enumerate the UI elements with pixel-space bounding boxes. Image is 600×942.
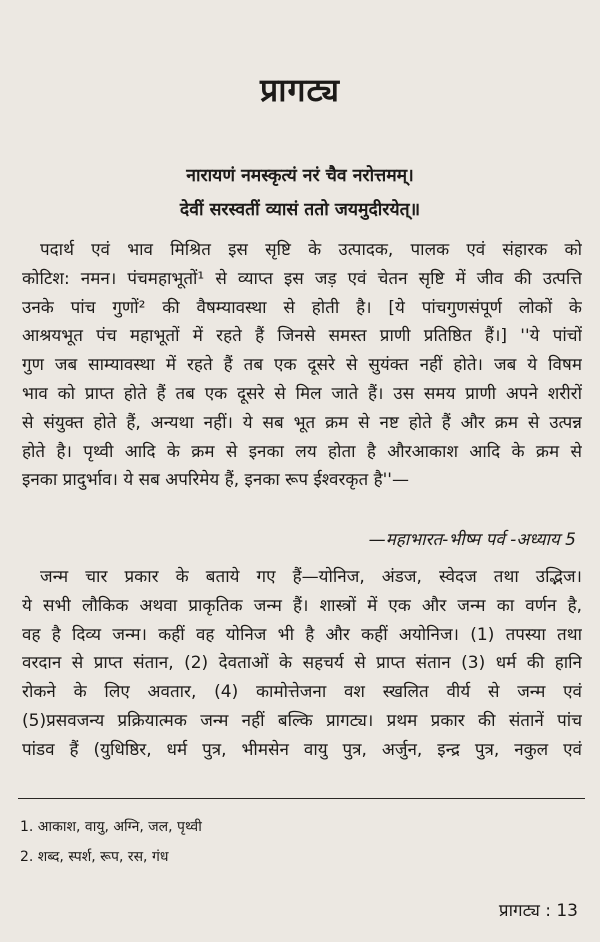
text-line: (5)प्रसवजन्य प्रक्रियात्मक जन्म नहीं बल्कि प्रागट्य। प्रथम प्रकार की संतानें पांच <box>22 710 582 731</box>
text-line: कोटिश: नमन। पंचमहाभूतों¹ से व्याप्त इस जड़ एवं चेतन सृष्टि में जीव की उत्पत्ति <box>22 268 582 289</box>
footnote-divider <box>18 798 585 799</box>
text-line: पांडव हैं (युधिष्ठिर, धर्म पुत्र, भीमसेन वायु पुत्र, अर्जुन, इन्द्र पुत्र, नकुल एवं <box>22 739 582 760</box>
footnote-2: 2. शब्द, स्पर्श, रूप, रस, गंध <box>20 849 169 865</box>
text-line: भाव को प्राप्त होते हैं तब एक दूसरे से मिल जाते हैं। उस समय प्राणी अपने शरीरों <box>22 383 582 404</box>
text-line: ये सभी लौकिक अथवा प्राकृतिक जन्म हैं। शास्त्रों में एक और जन्म का वर्णन है, <box>22 595 582 616</box>
paragraph-1 <box>22 236 582 495</box>
text-line: उनके पांच गुणों² की वैषम्यावस्था से होती है। [ये पांचगुणसंपूर्ण लोकों के <box>22 297 582 318</box>
invocation-verse-line-2: देवीं सरस्वतीं व्यासं ततो जयमुदीरयेत्॥ <box>179 200 421 220</box>
text-line: होते है। पृथ्वी आदि के क्रम से इनका लय होता है औरआकाश आदि के क्रम से <box>22 441 582 462</box>
quote-attribution: —महाभारत-भीष्म पर्व -अध्याय 5 <box>368 530 576 550</box>
page-number: प्रागट्य : 13 <box>498 901 578 921</box>
chapter-title: प्रागट्य <box>260 71 340 109</box>
footnote-1: 1. आकाश, वायु, अग्नि, जल, पृथ्वी <box>20 819 202 835</box>
text-line: वरदान से प्राप्त संतान, (2) देवताओं के सहचर्य से प्राप्त संतान (3) धर्म की हानि <box>22 653 582 674</box>
invocation-verse-line-1: नारायणं नमस्कृत्यं नरं चैव नरोत्तमम्। <box>186 166 414 186</box>
text-line: रोकने के लिए अवतार, (4) कामोत्तेजना वश स्खलित वीर्य से जन्म एवं <box>22 682 582 703</box>
text-line: इनका प्रादुर्भाव। ये सब अपरिमेय हैं, इनका रूप ईश्वरकृत है''— <box>22 470 409 491</box>
text-line: जन्म चार प्रकार के बताये गए हैं—योनिज, अंडज, स्वेदज तथा उद्भिज। <box>40 567 582 587</box>
text-line: गुण जब साम्यावस्था में रहते हैं तब एक दूसरे से सुयंक्त नहीं होते। जब ये विषम <box>22 355 582 376</box>
text-line: वह है दिव्य जन्म। कहीं वह योनिज भी है और कहीं अयोनिज। (1) तपस्या तथा <box>22 624 582 645</box>
text-line: पदार्थ एवं भाव मिश्रित इस सृष्टि के उत्पादक, पालक एवं संहारक को <box>40 240 582 260</box>
text-line: से संयुक्त होते हैं, अन्यथा नहीं। ये सब भूत क्रम से नष्ट होते हैं और क्रम से उत्पन्न <box>22 412 582 433</box>
footnotes <box>20 812 202 872</box>
text-line: आश्रयभूत पंच महाभूतों में रहते हैं जिनसे समस्त प्राणी प्रतिष्ठित हैं।] ''ये पांचों <box>22 326 582 347</box>
paragraph-2 <box>22 563 582 765</box>
